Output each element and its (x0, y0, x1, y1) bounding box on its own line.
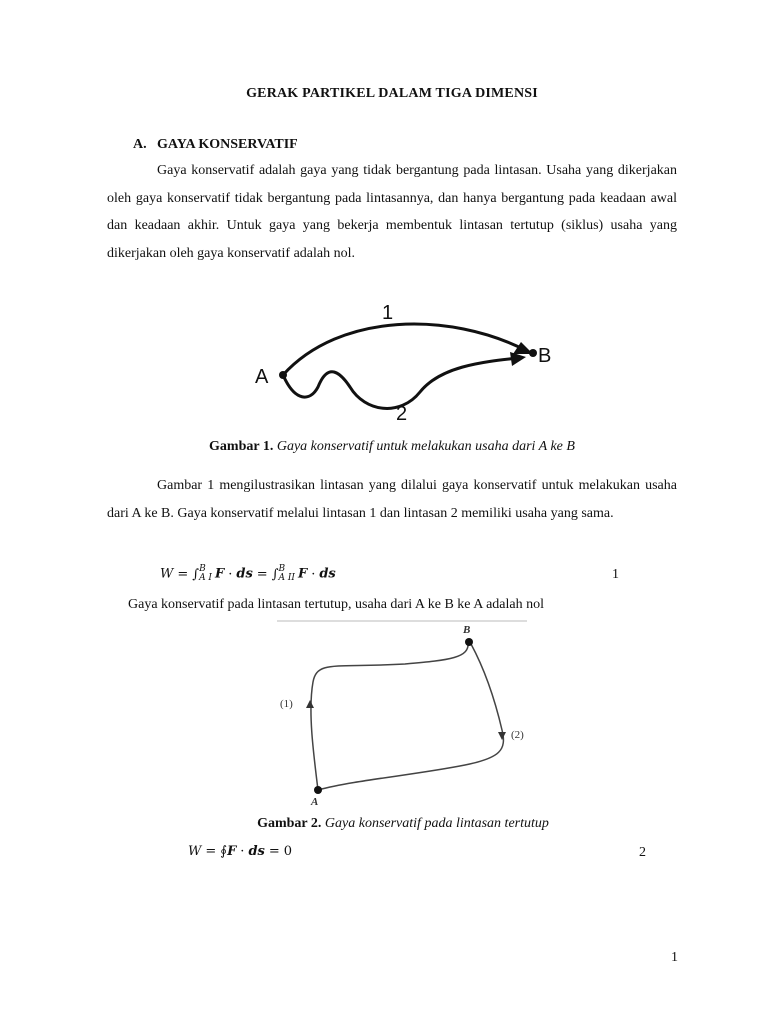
paragraph-illustration-text: Gambar 1 mengilustrasikan lintasan yang dilalui gaya konservatif untuk melakukan usaha dari A ke B. Gaya konservatif melalui lintasan 1 dan lintasan 2 memiliki usaha yang sama. (107, 478, 677, 521)
page-number: 1 (671, 950, 678, 965)
label-a: A (255, 366, 269, 388)
label-a: A (311, 796, 319, 808)
integral-1: ∫ B A I (192, 564, 212, 583)
path-1-curve (283, 324, 525, 375)
figure-2-caption (0, 816, 768, 832)
equation-1: W = ∫ B A I F · ds = ∫ B A II F · ds (160, 564, 336, 583)
arrow-1 (306, 700, 314, 708)
figure-2-caption-label: Gambar 2. (257, 816, 322, 831)
label-path-2: 2 (396, 403, 408, 425)
point-b (465, 638, 473, 646)
figure-2-caption-text: Gaya konservatif pada lintasan tertutup (324, 816, 549, 831)
figure-1-caption-text: Gaya konservatif untuk melakukan usaha dari A ke B (276, 439, 575, 454)
section-title: GAYA KONSERVATIF (157, 137, 298, 152)
arrow-2 (498, 732, 506, 740)
equation-2: W = ∮F · ds = 0 (188, 844, 293, 859)
figure-1-caption-label: Gambar 1. (209, 439, 274, 454)
contour-integral-symbol: ∮ (220, 844, 228, 859)
path-2-curve (283, 358, 518, 408)
closed-path-statement: Gaya konservatif pada lintasan tertutup, usaha dari A ke B ke A adalah nol (128, 597, 544, 612)
path-2-arrowhead (510, 352, 526, 366)
integral-2: ∫ B A II (271, 564, 295, 583)
document-title: GERAK PARTIKEL DALAM TIGA DIMENSI (246, 86, 538, 101)
closed-path-left (311, 642, 468, 790)
section-number: A. (133, 137, 147, 152)
label-b: B (538, 345, 552, 367)
label-b: B (463, 624, 471, 636)
point-a (314, 786, 322, 794)
equation-2-number: 2 (639, 845, 646, 860)
equation-1-number: 1 (612, 567, 619, 582)
paragraph-definition-text: Gaya konservatif adalah gaya yang tidak bergantung pada lintasan. Usaha yang dikerjakan oleh gaya konservatif tidak bergantung pada lintasannya, dan hanya bergantung pada keadaan awal dan keadaan akhir. Untuk gaya yang bekerja membentuk lintasan tertutup (siklus) usaha yang dikerjakan oleh gaya konservatif adalah nol. (107, 163, 677, 261)
section-heading (133, 137, 298, 153)
point-a (279, 371, 287, 379)
paragraph-definition (107, 157, 677, 267)
figure-2-diagram (275, 620, 535, 815)
label-path-1: (1) (280, 698, 293, 710)
figure-1-diagram (250, 292, 560, 432)
figure-1-caption (0, 439, 768, 455)
paragraph-illustration (107, 472, 677, 527)
point-b (529, 349, 537, 357)
label-path-1: 1 (382, 302, 394, 324)
label-path-2: (2) (511, 729, 524, 741)
